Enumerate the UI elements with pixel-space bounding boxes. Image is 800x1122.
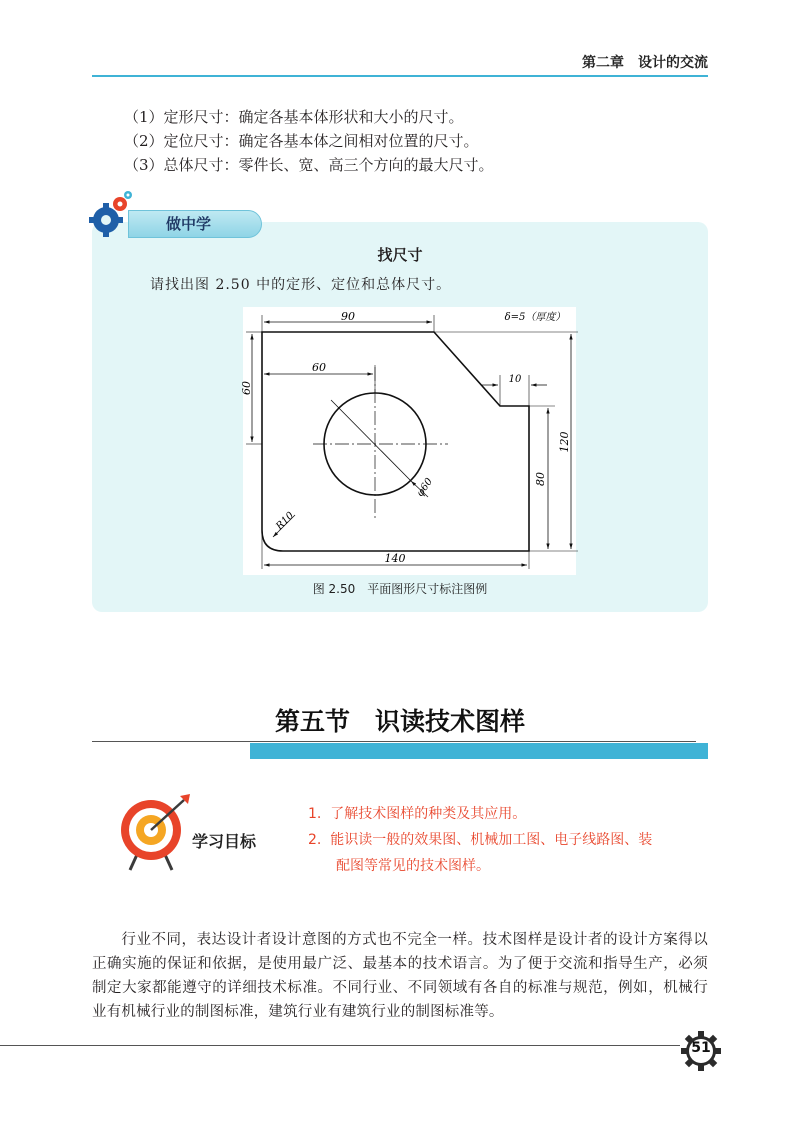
target-icon [118,792,196,872]
footer-rule [0,1045,680,1046]
activity-instruction: 请找出图 2.50 中的定形、定位和总体尺寸。 [150,277,452,293]
activity-title: 找尺寸 [377,246,423,264]
body-paragraph-text: 行业不同，表达设计者设计意图的方式也不完全一样。技术图样是设计者的设计方案得以正确实施的保证和依据，是使用最广泛、最基本的技术语言。为了便于交流和指导生产，必须制定大家都能遵守的详细技术标准。不同行业、不同领域有各自的标准与规范，例如，机械行业有机械行业的制图标准，建筑行业有建筑行业的制图标准等。 [92,932,708,1020]
goal-1 [308,801,526,827]
dim-notch: 10 [508,374,522,385]
dim-circle-offset: 60 [312,361,326,374]
dim-total-width: 140 [384,552,406,565]
section-accent-bar [250,743,708,759]
dim-top-width: 90 [341,310,355,323]
section-title: 第五节 识读技术图样 [274,707,525,736]
goals-label: 学习目标 [192,832,257,851]
header-chapter: 第二章 [582,55,624,71]
activity-tab-label: 做中学 [166,215,212,233]
size-item-3: （3）总体尺寸：零件长、宽、高三个方向的最大尺寸。 [124,156,494,174]
gears-icon [88,190,134,238]
dim-total-height: 120 [558,431,571,453]
figure-caption: 图 2.50 平面图形尺寸标注图例 [312,582,488,596]
goal-2-number: 2. [308,832,322,848]
section-rule [92,741,696,742]
dim-thickness: δ=5（厚度） [504,312,566,323]
page-number: 51 [691,1040,711,1056]
goal-2-continued: 配图等常见的技术图样。 [336,858,490,874]
size-item-2: （2）定位尺寸：确定各基本体之间相对位置的尺寸。 [124,132,479,150]
dim-diameter: φ60 [414,476,436,499]
dim-radius: R10 [274,510,297,533]
running-header [582,52,708,72]
part-outline [262,332,529,551]
size-item-1: （1）定形尺寸：确定各基本体形状和大小的尺寸。 [124,108,464,126]
plane-figure-drawing [240,307,576,575]
body-paragraph [92,928,708,1024]
goal-2-text: 能识读一般的效果图、机械加工图、电子线路图、装 [330,832,653,848]
goal-1-number: 1. [308,806,322,822]
header-title: 设计的交流 [638,55,708,71]
goal-1-text: 了解技术图样的种类及其应用。 [330,806,527,822]
header-rule [92,75,708,77]
dim-right-height: 80 [534,472,547,486]
goal-2 [308,827,652,853]
dim-height-left: 60 [240,381,253,395]
